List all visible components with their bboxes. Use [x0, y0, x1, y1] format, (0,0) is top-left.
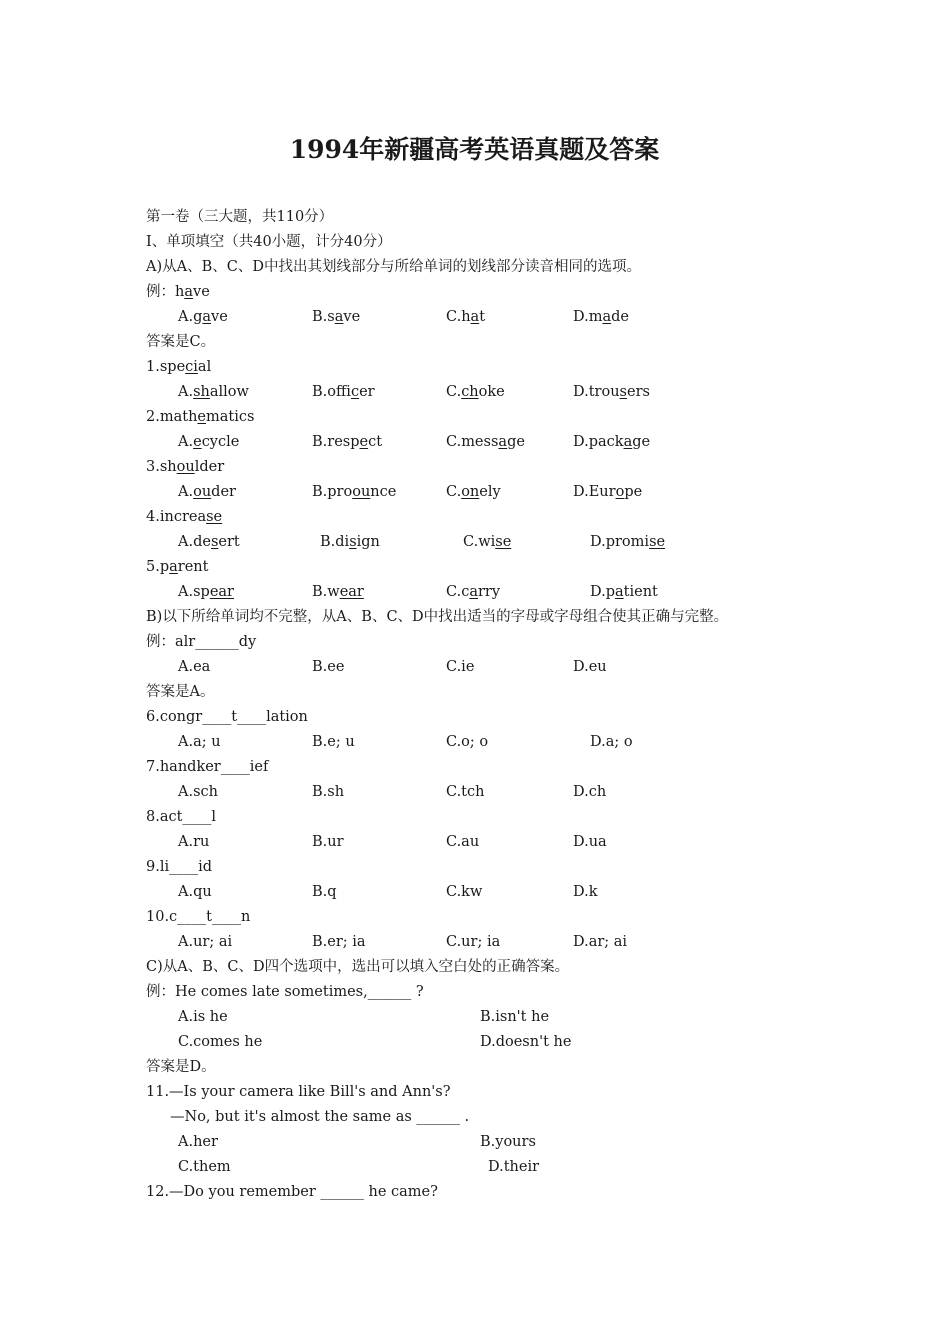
q6-option-a: A.a; u: [178, 734, 221, 750]
q2-option-a: A.ecycle: [178, 434, 240, 450]
q11-option-c: C.them: [178, 1159, 231, 1175]
q4-option-b: B.disign: [320, 534, 380, 550]
q1-option-b: B.officer: [312, 384, 375, 400]
q7-option-b: B.sh: [312, 784, 345, 800]
q1-option-a: A.shallow: [178, 384, 249, 400]
q11-option-a: A.her: [178, 1134, 218, 1150]
b-example-option-b: B.ee: [312, 659, 345, 675]
q5-option-b: B.wear: [312, 584, 364, 600]
c-example-option-b: B.isn't he: [480, 1009, 550, 1025]
example-option-c: C.hat: [446, 309, 486, 325]
question-10-stem: 10.c____t____n: [146, 909, 251, 925]
q4-option-c: C.wise: [463, 534, 512, 550]
section-c-answer: 答案是D。: [146, 1059, 216, 1075]
question-12-line-1: 12.—Do you remember ______ he came?: [146, 1184, 438, 1200]
q10-option-c: C.ur; ia: [446, 934, 501, 950]
question-11-line-1: 11.—Is your camera like Bill's and Ann's?: [146, 1084, 451, 1100]
example-option-d: D.made: [573, 309, 629, 325]
section-c-example: 例：He comes late sometimes,______ ?: [146, 984, 424, 1000]
q10-option-d: D.ar; ai: [573, 934, 628, 950]
section-b-example: 例：alr______dy: [146, 634, 257, 650]
c-example-option-a: A.is he: [178, 1009, 228, 1025]
q9-option-c: C.kw: [446, 884, 483, 900]
q7-option-d: D.ch: [573, 784, 607, 800]
question-4-stem: 4.increase: [146, 509, 223, 525]
q9-option-d: D.k: [573, 884, 598, 900]
q5-option-d: D.patient: [590, 584, 658, 600]
q9-option-a: A.qu: [178, 884, 212, 900]
question-7-stem: 7.handker____ief: [146, 759, 269, 775]
q8-option-c: C.au: [446, 834, 480, 850]
question-2-stem: 2.mathematics: [146, 409, 255, 425]
example-option-a: A.gave: [178, 309, 228, 325]
question-3-stem: 3.shoulder: [146, 459, 225, 475]
section-a-answer: 答案是C。: [146, 334, 216, 350]
q8-option-a: A.ru: [178, 834, 210, 850]
q3-option-d: D.Europe: [573, 484, 643, 500]
q3-option-a: A.ouder: [178, 484, 236, 500]
c-example-option-c: C.comes he: [178, 1034, 263, 1050]
q1-option-c: C.choke: [446, 384, 505, 400]
q9-option-b: B.q: [312, 884, 337, 900]
q6-option-c: C.o; o: [446, 734, 489, 750]
q10-option-b: B.er; ia: [312, 934, 366, 950]
question-5-stem: 5.parent: [146, 559, 209, 575]
q4-option-d: D.promise: [590, 534, 666, 550]
question-6-stem: 6.congr____t____lation: [146, 709, 308, 725]
q2-option-d: D.package: [573, 434, 651, 450]
q11-option-b: B.yours: [480, 1134, 536, 1150]
q6-option-d: D.a; o: [590, 734, 633, 750]
question-11-line-2: —No, but it's almost the same as ______ .: [170, 1109, 470, 1125]
q6-option-b: B.e; u: [312, 734, 355, 750]
part-heading: I、单项填空（共40小题，计分40分）: [146, 234, 392, 250]
q8-option-b: B.ur: [312, 834, 344, 850]
question-9-stem: 9.li____id: [146, 859, 213, 875]
q3-option-b: B.proounce: [312, 484, 397, 500]
q5-option-c: C.carry: [446, 584, 501, 600]
q7-option-a: A.sch: [178, 784, 218, 800]
section-b-answer: 答案是A。: [146, 684, 215, 700]
q4-option-a: A.desert: [178, 534, 240, 550]
q8-option-d: D.ua: [573, 834, 607, 850]
question-1-stem: 1.special: [146, 359, 212, 375]
q5-option-a: A.spear: [178, 584, 234, 600]
q2-option-b: B.respect: [312, 434, 383, 450]
q3-option-c: C.onely: [446, 484, 501, 500]
b-example-option-d: D.eu: [573, 659, 607, 675]
section-a-instruction: A)从A、B、C、D中找出其划线部分与所给单词的划线部分读音相同的选项。: [146, 259, 641, 275]
q10-option-a: A.ur; ai: [178, 934, 233, 950]
q1-option-d: D.trousers: [573, 384, 650, 400]
b-example-option-c: C.ie: [446, 659, 475, 675]
b-example-option-a: A.ea: [178, 659, 211, 675]
q11-option-d: D.their: [488, 1159, 540, 1175]
section-a-example: 例：have: [146, 284, 210, 300]
section-c-instruction: C)从A、B、C、D四个选项中，选出可以填入空白处的正确答案。: [146, 959, 570, 975]
q7-option-c: C.tch: [446, 784, 485, 800]
q2-option-c: C.message: [446, 434, 525, 450]
question-8-stem: 8.act____l: [146, 809, 217, 825]
section-b-instruction: B)以下所给单词均不完整，从A、B、C、D中找出适当的字母或字母组合使其正确与完整。: [146, 609, 729, 625]
example-option-b: B.save: [312, 309, 361, 325]
volume-heading: 第一卷（三大题，共110分）: [146, 209, 334, 225]
page-title: 1994年新疆高考英语真题及答案: [289, 135, 660, 164]
c-example-option-d: D.doesn't he: [480, 1034, 572, 1050]
